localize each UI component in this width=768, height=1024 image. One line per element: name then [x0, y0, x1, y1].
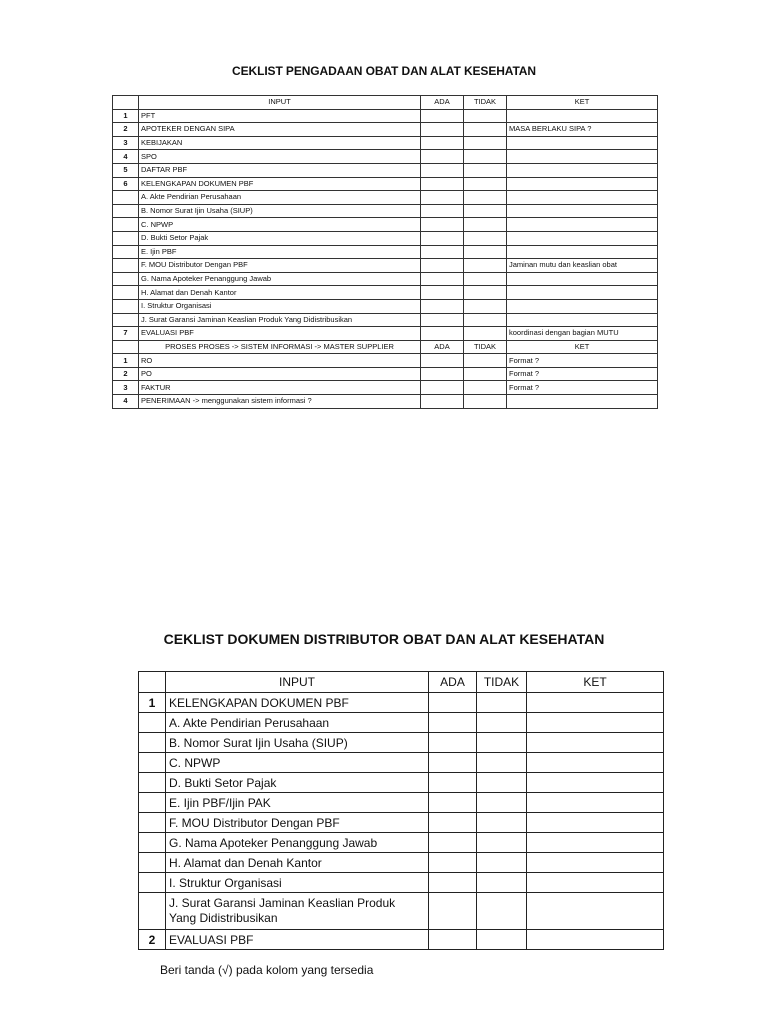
table-row — [113, 259, 658, 273]
row-input-label: PO — [139, 367, 421, 381]
ket-cell — [507, 395, 658, 409]
ket-cell — [527, 773, 664, 793]
ada-checkbox-cell[interactable] — [429, 893, 477, 930]
row-input-label: J. Surat Garansi Jaminan Keaslian Produk Yang Didistribusikan — [139, 313, 421, 327]
table-row — [113, 313, 658, 327]
ket-cell — [527, 793, 664, 813]
tidak-checkbox-cell[interactable] — [464, 177, 507, 191]
table-row — [139, 773, 664, 793]
row-number — [113, 218, 139, 232]
ket-cell: koordinasi dengan bagian MUTU — [507, 327, 658, 341]
header-ket-cell: KET — [527, 672, 664, 693]
ada-checkbox-cell[interactable] — [429, 930, 477, 950]
ket-cell — [527, 733, 664, 753]
tidak-checkbox-cell[interactable] — [464, 191, 507, 205]
table-row — [113, 299, 658, 313]
tidak-checkbox-cell[interactable] — [464, 367, 507, 381]
ket-cell — [527, 833, 664, 853]
row-number: 1 — [139, 693, 166, 713]
row-input-label: G. Nama Apoteker Penanggung Jawab — [139, 272, 421, 286]
ket-cell: Jaminan mutu dan keaslian obat — [507, 259, 658, 273]
table-row — [139, 753, 664, 773]
row-input-label: RO — [139, 354, 421, 368]
ada-checkbox-cell[interactable] — [429, 873, 477, 893]
tidak-checkbox-cell[interactable] — [477, 833, 527, 853]
row-number: 2 — [113, 367, 139, 381]
row-input-label: I. Struktur Organisasi — [166, 873, 429, 893]
tidak-checkbox-cell[interactable] — [464, 299, 507, 313]
ada-checkbox-cell[interactable] — [421, 259, 464, 273]
ada-checkbox-cell[interactable] — [429, 773, 477, 793]
tidak-checkbox-cell[interactable] — [464, 272, 507, 286]
tidak-checkbox-cell[interactable] — [464, 204, 507, 218]
tidak-checkbox-cell[interactable] — [477, 753, 527, 773]
row-input-label: FAKTUR — [139, 381, 421, 395]
table-row — [113, 272, 658, 286]
ket-cell — [507, 177, 658, 191]
row-input-label: KEBIJAKAN — [139, 136, 421, 150]
row-number: 4 — [113, 395, 139, 409]
ket-cell: MASA BERLAKU SIPA ? — [507, 123, 658, 137]
row-number: 4 — [113, 150, 139, 164]
table-row — [139, 873, 664, 893]
table-row — [113, 327, 658, 341]
table-row — [139, 733, 664, 753]
distributor-checklist-table — [138, 671, 664, 950]
row-input-label: APOTEKER DENGAN SIPA — [139, 123, 421, 137]
checklist-title-procurement: CEKLIST PENGADAAN OBAT DAN ALAT KESEHATAN — [232, 64, 536, 78]
row-number: 3 — [113, 381, 139, 395]
ket-cell — [507, 299, 658, 313]
ket-cell — [527, 693, 664, 713]
table-row — [113, 367, 658, 381]
tidak-checkbox-cell[interactable] — [464, 109, 507, 123]
tidak-checkbox-cell[interactable] — [477, 930, 527, 950]
row-number — [139, 793, 166, 813]
tidak-checkbox-cell[interactable] — [464, 150, 507, 164]
row-number: 3 — [113, 136, 139, 150]
table-row — [113, 123, 658, 137]
header-row — [113, 340, 658, 354]
ket-cell — [507, 150, 658, 164]
row-input-label: B. Nomor Surat Ijin Usaha (SIUP) — [166, 733, 429, 753]
ada-checkbox-cell[interactable] — [429, 693, 477, 713]
row-input-label: E. Ijin PBF/Ijin PAK — [166, 793, 429, 813]
tidak-checkbox-cell[interactable] — [464, 259, 507, 273]
ada-checkbox-cell[interactable] — [429, 753, 477, 773]
row-input-label: PENERIMAAN -> menggunakan sistem informasi ? — [139, 395, 421, 409]
ada-checkbox-cell[interactable] — [421, 163, 464, 177]
row-input-label: F. MOU Distributor Dengan PBF — [139, 259, 421, 273]
row-number — [113, 204, 139, 218]
row-number: 6 — [113, 177, 139, 191]
tidak-checkbox-cell[interactable] — [477, 693, 527, 713]
row-input-label: PFT — [139, 109, 421, 123]
tidak-checkbox-cell[interactable] — [464, 327, 507, 341]
row-input-label: SPO — [139, 150, 421, 164]
tidak-checkbox-cell[interactable] — [464, 286, 507, 300]
ada-checkbox-cell[interactable] — [421, 123, 464, 137]
table-row — [113, 231, 658, 245]
ada-checkbox-cell[interactable] — [421, 381, 464, 395]
ket-cell — [507, 204, 658, 218]
ket-cell — [527, 853, 664, 873]
row-number — [139, 773, 166, 793]
ada-checkbox-cell[interactable] — [421, 136, 464, 150]
table-row — [139, 853, 664, 873]
header-row — [139, 672, 664, 693]
ada-checkbox-cell[interactable] — [421, 354, 464, 368]
header-input-cell: INPUT — [139, 96, 421, 110]
ket-cell — [507, 218, 658, 232]
table-row — [113, 109, 658, 123]
table-row — [139, 930, 664, 950]
ada-checkbox-cell[interactable] — [429, 713, 477, 733]
row-input-label: E. Ijin PBF — [139, 245, 421, 259]
procurement-checklist-table — [112, 95, 658, 409]
row-input-label: C. NPWP — [139, 218, 421, 232]
row-input-label: DAFTAR PBF — [139, 163, 421, 177]
row-input-label: EVALUASI PBF — [139, 327, 421, 341]
ada-checkbox-cell[interactable] — [421, 286, 464, 300]
table-row — [113, 150, 658, 164]
row-number — [113, 272, 139, 286]
table-row — [113, 191, 658, 205]
ket-cell — [527, 713, 664, 733]
row-input-label: H. Alamat dan Denah Kantor — [139, 286, 421, 300]
ket-cell — [507, 136, 658, 150]
tidak-checkbox-cell[interactable] — [464, 136, 507, 150]
table-row — [139, 813, 664, 833]
row-input-label: A. Akte Pendirian Perusahaan — [166, 713, 429, 733]
ket-cell: Format ? — [507, 354, 658, 368]
ada-checkbox-cell[interactable] — [421, 218, 464, 232]
checklist-title-distributor: CEKLIST DOKUMEN DISTRIBUTOR OBAT DAN ALAT KESEHATAN — [163, 631, 605, 647]
table-row — [113, 204, 658, 218]
tidak-checkbox-cell[interactable] — [477, 853, 527, 873]
ada-checkbox-cell[interactable] — [421, 272, 464, 286]
tidak-checkbox-cell[interactable] — [464, 354, 507, 368]
ada-checkbox-cell[interactable] — [429, 793, 477, 813]
tidak-checkbox-cell[interactable] — [464, 313, 507, 327]
tidak-checkbox-cell[interactable] — [477, 813, 527, 833]
row-input-label: B. Nomor Surat Ijin Usaha (SIUP) — [139, 204, 421, 218]
ada-checkbox-cell[interactable] — [421, 299, 464, 313]
row-input-label: D. Bukti Setor Pajak — [139, 231, 421, 245]
header-tidak-cell: TIDAK — [464, 340, 507, 354]
ket-cell — [507, 191, 658, 205]
ada-checkbox-cell[interactable] — [421, 177, 464, 191]
ket-cell — [507, 231, 658, 245]
ket-cell — [527, 813, 664, 833]
row-number — [113, 231, 139, 245]
row-input-label: EVALUASI PBF — [166, 930, 429, 950]
row-number — [139, 893, 166, 930]
ada-checkbox-cell[interactable] — [429, 853, 477, 873]
header-row — [113, 96, 658, 110]
tidak-checkbox-cell[interactable] — [464, 245, 507, 259]
ket-cell: Format ? — [507, 381, 658, 395]
ada-checkbox-cell[interactable] — [421, 313, 464, 327]
row-number: 5 — [113, 163, 139, 177]
row-input-label: KELENGKAPAN DOKUMEN PBF — [166, 693, 429, 713]
ket-cell — [507, 272, 658, 286]
tidak-checkbox-cell[interactable] — [464, 395, 507, 409]
table-row — [139, 693, 664, 713]
row-number — [139, 873, 166, 893]
ket-cell: Format ? — [507, 367, 658, 381]
table-row — [139, 833, 664, 853]
table-row — [113, 163, 658, 177]
table-row — [113, 395, 658, 409]
row-number — [113, 259, 139, 273]
table-row — [113, 354, 658, 368]
header-tidak-cell: TIDAK — [477, 672, 527, 693]
ket-cell — [527, 753, 664, 773]
row-input-label: I. Struktur Organisasi — [139, 299, 421, 313]
ket-cell — [507, 286, 658, 300]
row-input-label: A. Akte Pendirian Perusahaan — [139, 191, 421, 205]
tidak-checkbox-cell[interactable] — [464, 381, 507, 395]
table-row — [139, 893, 664, 930]
row-input-label: KELENGKAPAN DOKUMEN PBF — [139, 177, 421, 191]
header-ada-cell: ADA — [429, 672, 477, 693]
ada-checkbox-cell[interactable] — [421, 109, 464, 123]
row-input-label: C. NPWP — [166, 753, 429, 773]
row-input-label: F. MOU Distributor Dengan PBF — [166, 813, 429, 833]
ada-checkbox-cell[interactable] — [421, 367, 464, 381]
row-number — [113, 286, 139, 300]
tidak-checkbox-cell[interactable] — [464, 218, 507, 232]
table-row — [113, 286, 658, 300]
row-input-label: G. Nama Apoteker Penanggung Jawab — [166, 833, 429, 853]
row-number: 2 — [113, 123, 139, 137]
ada-checkbox-cell[interactable] — [421, 191, 464, 205]
row-input-label: D. Bukti Setor Pajak — [166, 773, 429, 793]
ada-checkbox-cell[interactable] — [421, 204, 464, 218]
ada-checkbox-cell[interactable] — [429, 833, 477, 853]
header-no-cell — [139, 672, 166, 693]
tidak-checkbox-cell[interactable] — [477, 773, 527, 793]
header-ada-cell: ADA — [421, 96, 464, 110]
tidak-checkbox-cell[interactable] — [477, 733, 527, 753]
header-ada-cell: ADA — [421, 340, 464, 354]
ket-cell — [507, 163, 658, 177]
ket-cell — [527, 873, 664, 893]
ket-cell — [527, 930, 664, 950]
ada-checkbox-cell[interactable] — [421, 395, 464, 409]
table-row — [139, 793, 664, 813]
row-number: 1 — [113, 354, 139, 368]
header-no-cell — [113, 340, 139, 354]
row-number — [139, 733, 166, 753]
ada-checkbox-cell[interactable] — [421, 150, 464, 164]
row-number — [113, 313, 139, 327]
header-ket-cell: KET — [507, 96, 658, 110]
table-row — [113, 381, 658, 395]
row-number — [139, 853, 166, 873]
table-row — [113, 177, 658, 191]
header-input-cell: PROSES PROSES -> SISTEM INFORMASI -> MASTER SUPPLIER — [139, 340, 421, 354]
tidak-checkbox-cell[interactable] — [477, 713, 527, 733]
row-input-label: J. Surat Garansi Jaminan Keaslian Produk Yang Didistribusikan — [166, 893, 429, 930]
header-ket-cell: KET — [507, 340, 658, 354]
ada-checkbox-cell[interactable] — [421, 327, 464, 341]
ket-cell — [507, 313, 658, 327]
ada-checkbox-cell[interactable] — [421, 231, 464, 245]
ket-cell — [507, 245, 658, 259]
ada-checkbox-cell[interactable] — [429, 733, 477, 753]
table-row — [113, 136, 658, 150]
row-number — [139, 833, 166, 853]
row-input-label: H. Alamat dan Denah Kantor — [166, 853, 429, 873]
tidak-checkbox-cell[interactable] — [464, 231, 507, 245]
row-number — [113, 299, 139, 313]
row-number — [139, 713, 166, 733]
table-row — [139, 713, 664, 733]
table-row — [113, 245, 658, 259]
row-number: 7 — [113, 327, 139, 341]
ada-checkbox-cell[interactable] — [429, 813, 477, 833]
row-number — [139, 813, 166, 833]
row-number — [139, 753, 166, 773]
row-number — [113, 191, 139, 205]
row-number: 1 — [113, 109, 139, 123]
header-input-cell: INPUT — [166, 672, 429, 693]
instruction-note: Beri tanda (√) pada kolom yang tersedia — [160, 963, 374, 977]
tidak-checkbox-cell[interactable] — [464, 163, 507, 177]
ket-cell — [527, 893, 664, 930]
ada-checkbox-cell[interactable] — [421, 245, 464, 259]
header-no-cell — [113, 96, 139, 110]
tidak-checkbox-cell[interactable] — [477, 893, 527, 930]
tidak-checkbox-cell[interactable] — [464, 123, 507, 137]
tidak-checkbox-cell[interactable] — [477, 873, 527, 893]
ket-cell — [507, 109, 658, 123]
header-tidak-cell: TIDAK — [464, 96, 507, 110]
row-number — [113, 245, 139, 259]
table-row — [113, 218, 658, 232]
row-number: 2 — [139, 930, 166, 950]
tidak-checkbox-cell[interactable] — [477, 793, 527, 813]
